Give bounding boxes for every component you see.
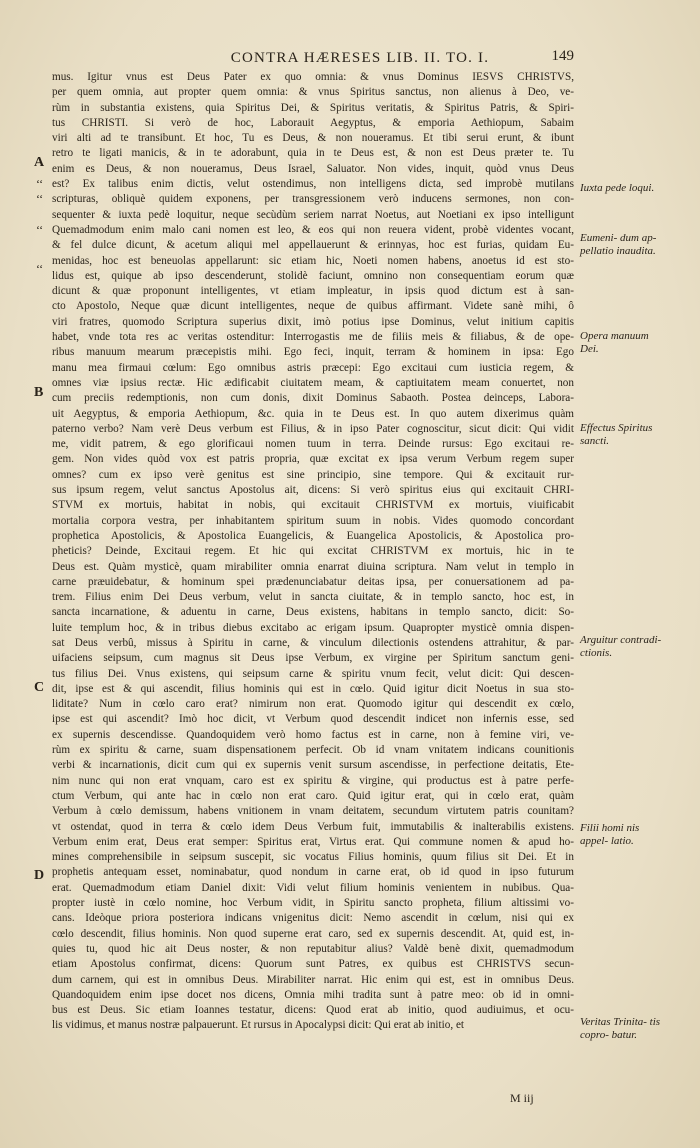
- text-line: cans. Ideòque priora posteriora indicans vnigenitus dicit: Nemo ascendit in cœlum, nisi qui ex: [52, 912, 574, 925]
- section-letter-a: A: [34, 155, 45, 170]
- text-line: propter iustè in cœlo nomine, hoc Verbum vidit, in Spiritu sancto propheta, filium altissimi vo-: [52, 897, 574, 910]
- text-line: verbi & incarnationis, dicit cum qui ex supernis venit sursum ascendisse, in perfectione deitatis, Ete-: [52, 759, 574, 772]
- text-line: cto Apostolo, Neque quæ dicunt intelligentes, neque de quibus affirmant. Videte sanè mihi, ô: [52, 300, 574, 313]
- text-line: prophetica Apostolicis, & Apostolica Euangelicis, & Euangelica Apostolicis, & Apostolica pro-: [52, 529, 574, 542]
- text-line: Verbum à cœlo demissum, habens vnitionem in vnam deitatem, secundum virtutem patris counitam?: [52, 805, 574, 818]
- text-line: liditate? Num in cœlo caro erat? nimirum non erat. Quomodo igitur qui descendit ex cœlo,: [52, 698, 574, 711]
- text-line: dit, ipse est & qui ascendit, filius hominis qui est in cœlo. Quid igitur dicit Noetus in sua sto-: [52, 682, 574, 695]
- text-line: omnes? cum ex ipso verè genitus est sine principio, sine tempore. Qui & excitauit rur-: [52, 468, 574, 481]
- text-line: & fel dulce dicunt, & acetum aliqui mel appellauerunt & erinnyas, hoc est furias, quidam Eu-: [52, 239, 574, 252]
- text-line: enim es Deus, & non noueramus, Deus Israel, Saluator. Non vides, inquit, quòd vnus Deus: [52, 162, 574, 175]
- text-line: etiam Apostolus confirmat, dicens: Quorum sunt Patres, ex quibus est CHRISTVS secun-: [52, 958, 574, 971]
- main-text-block: [52, 70, 574, 1034]
- text-line: viri fratres, quomodo Scriptura superius dixit, imò potius ipse Dominus, velut initium capitis: [52, 315, 574, 328]
- marginal-note: Opera manuum Dei.: [580, 330, 649, 355]
- text-line: rùm in substantia existens, quia Spiritus Dei, & Spiritus veritatis, & Spiritus Patris, & Spiri-: [52, 101, 574, 114]
- text-line: trem. Filius enim Dei Deus verbum, velut in sancta ciuitate, & in templo sancto, hoc est, in: [52, 591, 574, 604]
- text-line: lis vidimus, et manus nostræ palpauerunt. Et rursus in Apocalypsi dicit: Qui erat ab initio, et: [52, 1019, 465, 1032]
- text-line: pheticis? Deinde, Excitaui regem. Et hic qui excitat CHRISTVM ex mortuis, hic in te: [52, 545, 574, 558]
- text-line: erat. Quemadmodum etiam Daniel dixit: Vidi velut filium hominis venientem in nubibus. Qua-: [52, 881, 574, 894]
- running-head: CONTRA HÆRESES LIB. II. TO. I.: [230, 50, 490, 66]
- text-line: sequenter & iuxta pedè loquitur, neque secùdùm seriem narrat Noetus, aut Noetiani ex ipso intelligunt: [52, 208, 574, 221]
- marginal-note: Filii homi nis appel- latio.: [580, 822, 640, 847]
- quote-mark: ‘‘: [36, 222, 44, 237]
- marginal-note: Eumeni- dum ap- pellatio inaudita.: [580, 232, 657, 257]
- text-line: viri alti ad te transibunt. Et hoc, Tu es Deus, & non noueramus. Et tibi serui erunt, & ibunt: [52, 132, 574, 145]
- text-line: STVM ex mortuis, habitat in nobis, qui excitauit CHRISTVM ex mortuis, viuificabit: [52, 499, 574, 512]
- text-line: tus CHRISTI. Si verò de hoc, Laborauit Aegyptus, & emporia Aethiopum, Sabaim: [52, 116, 574, 129]
- text-line: tus filius Dei. Vnus existens, qui seipsum carne & spiritu vnum fecit, velut dicit: Qui descen-: [52, 667, 574, 680]
- quote-mark: ‘‘: [36, 192, 44, 207]
- text-line: ex supernis descendisse. Quandoquidem verò homo factus est in carne, non à femine viri, ve-: [52, 728, 574, 741]
- text-line: est? Ex talibus enim dictis, velut ostendimus, non intelligens dicta, sed improbè mutilans: [52, 178, 574, 191]
- text-line: carne præuidebatur, & hominum spei prædenunciabatur deitas ipsa, per conuersationem ad pa-: [52, 575, 574, 588]
- marginal-note: Veritas Trinita- tis copro- batur.: [580, 1016, 661, 1041]
- text-line: dicunt & quæ proponunt intelligentes, vt etiam impleatur, in ipsis quod dictum est à san-: [52, 285, 574, 298]
- text-line: Verbum enim erat, Deus erat semper: Spiritus erat, Virtus erat. Qui commune nomen & apud ho-: [52, 835, 574, 848]
- section-letter-c: C: [34, 680, 45, 695]
- text-line: sat Deus verbû, missus à Spiritu in carne, & vinculum dilectionis ostendens attrahitur, & par-: [52, 636, 574, 649]
- text-line: per quem omnia, aut propter quem omnia: & vnus Spiritus sanctus, non alienus à Deo, ve-: [52, 86, 574, 99]
- text-line: Deus est. Quàm mysticè, quam mirabiliter omnia enarrat diuina scriptura. Nam velut in templo in: [52, 560, 574, 573]
- text-line: ctum Verbum, qui ante hac in cœlo non erat caro. Quid igitur erat, qui in cœlo erat, quàm: [52, 789, 574, 802]
- signature-mark: M iij: [510, 1091, 534, 1105]
- text-line: bus est Deus. Sic etiam Ioannes testatur, dicens: Quod erat ab initio, quod audiuimus, et ocu-: [52, 1004, 574, 1017]
- text-line: manu mea firmaui cœlum: Ego omnibus astris præcepi: Ego excitaui cum iusticia regem, &: [52, 361, 574, 374]
- quote-mark-column-upper: [36, 177, 50, 238]
- text-line: rùm ex spiritu & carne, suam dispensationem perfecit. Ob id vnam vnitatem indicans counitionis: [52, 744, 574, 757]
- text-line: prophetis antequam esset, nominabatur, quod nondum in carne erat, ob id quod in ipso futurum: [52, 866, 574, 879]
- text-line: sancta incarnatione, & aduentu in carne, Deus existens, habitans in templo sancto, dicit: So-: [52, 606, 574, 619]
- text-line: vt ostendat, quod in terra & cœlo idem Deus Verbum fuit, immutabilis & inalterabilis existens.: [52, 820, 574, 833]
- text-line: menidas, hoc est beneuolas appellarunt: sic etiam hic, Noeti nomen habens, anoetus id est sto-: [52, 254, 574, 267]
- quote-mark: ‘‘: [36, 177, 44, 191]
- marginal-note: Iuxta pede loqui.: [580, 182, 655, 194]
- text-line: gem. Non vides quòd vox est patris propria, quæ excitat ex ipsa verum Verbum regem super: [52, 453, 574, 466]
- text-line: ipse est qui ascendit? Imò hoc dicit, vt Verbum quod descendit indicet non infernis esse, sed: [52, 713, 574, 726]
- text-line: mines comprehensibile in seipsum suscepit, sic vocatus Filius hominis, quum filius sit Dei. Et in: [52, 851, 574, 864]
- text-line: uit Aegyptus, & emporia Aethiopum, &c. quia in te Deus est. In quo autem dixerimus quàm: [52, 407, 574, 420]
- text-line: luite templum hoc, & in tribus diebus excitabo ac erigam ipsum. Quapropter mysticè omnia dispen-: [52, 621, 574, 634]
- text-line: Quemadmodum enim malo cani nomen est leo, & eos qui non reuera vident, probè videntes vocant,: [52, 223, 574, 236]
- text-line: cœlo descendit, filius hominis. Non quod superne erat caro, sed ex supernis descendit. At, quid est, in-: [52, 927, 574, 940]
- marginal-note: Effectus Spiritus sancti.: [580, 422, 653, 447]
- quote-mark-column-lower: [36, 262, 50, 277]
- text-line: nim nunc qui non erat vnquam, caro est ex spiritu & virgine, qui productus est à patre perfe-: [52, 774, 574, 787]
- marginal-note: Arguitur contradi- ctionis.: [580, 634, 662, 659]
- page-number: 149: [551, 48, 574, 64]
- text-line: habet, vnde tota res ac veritas ostenditur: Interrogastis me de filiis meis & filiabus, & de ope-: [52, 331, 574, 344]
- text-line: quies tu, quod hic ait Deus noster, & non reputabitur alius? Valdè benè dixit, quemadmodum: [52, 942, 574, 955]
- text-line: me, vidit patrem, & ego glorificaui nomen tuum in terra. Deinde rursus: Ego excitaui re-: [52, 438, 574, 451]
- text-line: lidus est, quique ab ipso descenderunt, stolidè faciunt, omnino non consequentiam eorum quæ: [52, 269, 574, 282]
- text-line: paterno verbo? Nam verè Deus verbum est Filius, & in ipso Pater cognoscitur, sicut dicit: Qui vidit: [52, 422, 574, 435]
- text-line: dum carnem, qui est in omnibus Deus. Mirabiliter narrat. Hic enim qui est, est in omnibus Deus.: [52, 973, 574, 986]
- text-line: ribus manuum mearum præcepistis mihi. Ego feci, inquit, terram & hominem in ipsa: Ego: [52, 346, 574, 359]
- text-line: scripturas, obliquè quidem exponens, per transgressionem verò inducens sermones, non con-: [52, 193, 574, 206]
- text-line: cum preciis redemptionis, non cum donis, dixit Dominus Sabaoth. Postea deinceps, Labora-: [52, 392, 574, 405]
- text-line: Quandoquidem enim ipse docet nos dicens, Omnia mihi tradita sunt à patre meo: ob id in omni-: [52, 988, 574, 1001]
- text-line: retro te ligati manicis, & in te adorabunt, quia in te Deus est, & non est Deus præter te. Tu: [52, 147, 574, 160]
- quote-mark: ‘‘: [36, 262, 44, 276]
- text-line: mortalia corpora vestra, per inhabitantem spiritum suum in nobis. Vides quomodo concordant: [52, 514, 574, 527]
- text-line: omnes viæ ipsius rectæ. Hic ædificabit ciuitatem meam, & captiuitatem meam conuertet, non: [52, 376, 574, 389]
- section-letter-b: B: [34, 385, 44, 400]
- text-line: uifaciens seipsum, cum magnus sit Deus ipse Verbum, ex virgine per Spiritum sanctum geni-: [52, 652, 574, 665]
- section-letter-d: D: [34, 868, 45, 883]
- text-line: mus. Igitur vnus est Deus Pater ex quo omnia: & vnus Dominus IESVS CHRISTVS,: [52, 71, 574, 83]
- text-line: sus ipsum regem, velut sanctus Apostolus ait, dicens: Si verò spiritus eius qui excitauit CHRI-: [52, 484, 574, 497]
